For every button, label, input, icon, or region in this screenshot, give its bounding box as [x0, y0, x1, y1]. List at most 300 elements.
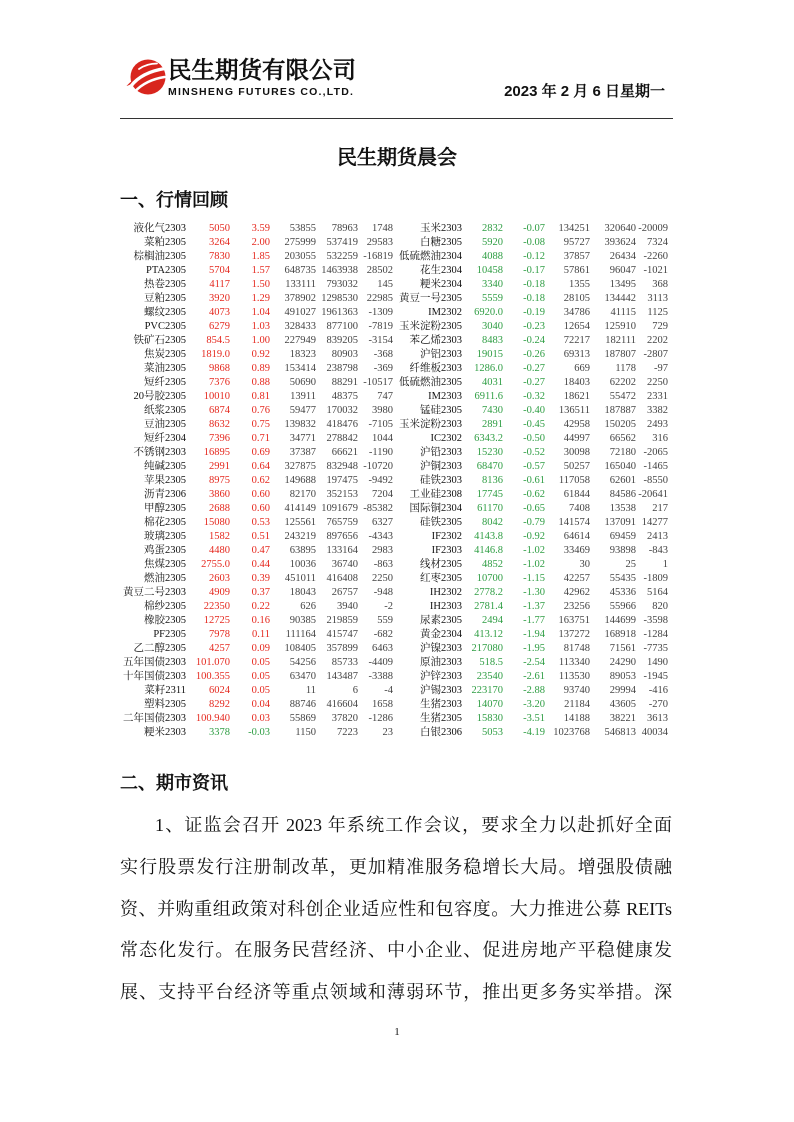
oi-change: -10517: [363, 377, 393, 388]
oi-change: -7819: [368, 321, 393, 332]
open-interest: 45336: [609, 587, 636, 598]
change-pct: 2.00: [251, 237, 270, 248]
open-interest: 26757: [331, 587, 358, 598]
contract-name: 沪铜2303: [420, 461, 462, 472]
last-price: 6920.0: [474, 307, 503, 318]
open-interest: 532259: [326, 251, 358, 262]
contract-name: 棉花2305: [144, 517, 186, 528]
contract-name: 液化气2303: [133, 223, 186, 234]
last-price: 2494: [482, 615, 503, 626]
last-price: 15080: [203, 517, 230, 528]
open-interest: 38221: [609, 713, 636, 724]
contract-name: PVC2305: [144, 321, 186, 332]
volume: 42958: [563, 419, 590, 430]
volume: 30098: [563, 447, 590, 458]
news-item-1: [120, 805, 672, 1014]
contract-name: PTA2305: [146, 265, 186, 276]
change-pct: 1.04: [251, 307, 270, 318]
change-pct: -0.50: [523, 433, 545, 444]
quote-row: [120, 418, 668, 432]
volume: 72217: [563, 335, 590, 346]
contract-name: 原油2303: [420, 657, 462, 668]
contract-name: 菜粕2305: [144, 237, 186, 248]
volume: 648735: [284, 265, 316, 276]
oi-change: 7324: [647, 237, 668, 248]
change-pct: 0.09: [251, 643, 270, 654]
last-price: 2688: [209, 503, 230, 514]
oi-change: 820: [652, 601, 668, 612]
volume: 93740: [563, 685, 590, 696]
oi-change: 1: [662, 559, 668, 570]
open-interest: 1961363: [321, 307, 358, 318]
open-interest: 765759: [326, 517, 358, 528]
volume: 134251: [558, 223, 590, 234]
open-interest: 6: [352, 685, 358, 696]
oi-change: -3154: [368, 335, 393, 346]
contract-name: 红枣2305: [420, 573, 462, 584]
open-interest: 7223: [337, 727, 358, 738]
volume: 1355: [569, 279, 590, 290]
quote-row: [120, 460, 668, 474]
contract-name: 燃油2305: [144, 573, 186, 584]
change-pct: -0.45: [523, 419, 545, 430]
volume: 34786: [563, 307, 590, 318]
contract-name: 20号胶2305: [133, 391, 186, 402]
contract-name: 粳米2304: [420, 279, 462, 290]
volume: 133111: [285, 279, 316, 290]
open-interest: 416408: [326, 573, 358, 584]
oi-change: 3613: [647, 713, 668, 724]
open-interest: 71561: [609, 643, 636, 654]
oi-change: 1748: [372, 223, 393, 234]
change-pct: 0.71: [251, 433, 270, 444]
report-date: 2023 年 2 月 6 日星期一: [504, 83, 665, 100]
news-text-line: 常态化发行。在服务民营经济、中小企业、促进房地产平稳健康发: [120, 940, 672, 961]
change-pct: 0.76: [251, 405, 270, 416]
quotes-table: [120, 222, 668, 740]
contract-name: 尿素2305: [420, 615, 462, 626]
contract-name: 菜油2305: [144, 363, 186, 374]
last-price: 5920: [482, 237, 503, 248]
open-interest: 89053: [609, 671, 636, 682]
volume: 37387: [289, 447, 316, 458]
quote-row: [120, 334, 668, 348]
contract-name: 白银2306: [420, 727, 462, 738]
oi-change: 3113: [647, 293, 668, 304]
volume: 669: [574, 363, 590, 374]
oi-change: -369: [373, 363, 393, 374]
change-pct: -0.40: [523, 405, 545, 416]
volume: 59477: [289, 405, 316, 416]
oi-change: -97: [654, 363, 668, 374]
last-price: 217080: [471, 643, 503, 654]
open-interest: 13495: [609, 279, 636, 290]
last-price: 4117: [209, 279, 230, 290]
change-pct: -1.02: [523, 545, 545, 556]
volume: 69313: [563, 349, 590, 360]
quote-row: [120, 628, 668, 642]
contract-name: 低硫燃油2304: [399, 251, 462, 262]
oi-change: 729: [652, 321, 668, 332]
minsheng-logo-icon: [126, 57, 166, 97]
contract-name: 五年国债2303: [123, 657, 186, 668]
open-interest: 93898: [609, 545, 636, 556]
news-text-line: 展、支持平台经济等重点领域和薄弱环节，推出更多务实举措。深: [120, 982, 672, 1002]
change-pct: -0.08: [523, 237, 545, 248]
last-price: 14070: [476, 699, 503, 710]
last-price: 15230: [476, 447, 503, 458]
quote-row: [120, 684, 668, 698]
change-pct: -1.77: [523, 615, 545, 626]
company-logo: [126, 56, 366, 102]
last-price: 101.070: [195, 657, 230, 668]
last-price: 4480: [209, 545, 230, 556]
change-pct: -0.12: [523, 251, 545, 262]
volume: 63470: [289, 671, 316, 682]
change-pct: -1.95: [523, 643, 545, 654]
news-text-line: 实行股票发行注册制改革，更加精准服务稳增长大局。增强股债融: [120, 856, 672, 877]
last-price: 61170: [477, 503, 503, 514]
open-interest: 134442: [604, 293, 636, 304]
last-price: 7430: [482, 405, 503, 416]
contract-name: 豆粕2305: [144, 293, 186, 304]
last-price: 2603: [209, 573, 230, 584]
change-pct: 1.29: [251, 293, 270, 304]
contract-name: 玉米淀粉2303: [399, 419, 462, 430]
open-interest: 66621: [331, 447, 358, 458]
change-pct: 0.04: [251, 699, 270, 710]
open-interest: 85733: [331, 657, 358, 668]
change-pct: 1.00: [251, 335, 270, 346]
quote-row: [120, 250, 668, 264]
contract-name: 塑料2305: [144, 699, 186, 710]
change-pct: -0.03: [248, 727, 270, 738]
contract-name: 橡胶2305: [144, 615, 186, 626]
volume: 451011: [284, 573, 316, 584]
contract-name: 沥青2306: [144, 489, 186, 500]
last-price: 2781.4: [474, 601, 503, 612]
oi-change: 2250: [372, 573, 393, 584]
contract-name: 生猪2305: [420, 713, 462, 724]
open-interest: 187807: [604, 349, 636, 360]
open-interest: 26434: [609, 251, 636, 262]
quote-row: [120, 236, 668, 250]
volume: 42257: [563, 573, 590, 584]
last-price: 9868: [209, 363, 230, 374]
quote-row: [120, 222, 668, 236]
open-interest: 537419: [326, 237, 358, 248]
open-interest: 41115: [610, 307, 636, 318]
open-interest: 839205: [326, 335, 358, 346]
change-pct: 0.16: [251, 615, 270, 626]
contract-name: 纤维板2303: [409, 363, 462, 374]
oi-change: 1490: [647, 657, 668, 668]
oi-change: 368: [652, 279, 668, 290]
open-interest: 165040: [604, 461, 636, 472]
change-pct: -0.27: [523, 377, 545, 388]
open-interest: 832948: [326, 461, 358, 472]
change-pct: -0.61: [523, 475, 545, 486]
last-price: 7376: [209, 377, 230, 388]
open-interest: 137091: [604, 517, 636, 528]
contract-name: 短纤2305: [144, 377, 186, 388]
contract-name: 线材2305: [420, 559, 462, 570]
oi-change: -682: [373, 629, 393, 640]
change-pct: 0.05: [251, 671, 270, 682]
volume: 11: [305, 685, 316, 696]
header-divider: [120, 118, 673, 119]
change-pct: -0.92: [523, 531, 545, 542]
contract-name: IF2302: [431, 531, 462, 542]
contract-name: 纯碱2305: [144, 461, 186, 472]
change-pct: 0.64: [251, 461, 270, 472]
last-price: 22350: [203, 601, 230, 612]
contract-name: 黄豆二号2303: [123, 587, 186, 598]
contract-name: PF2305: [153, 629, 186, 640]
oi-change: -1809: [643, 573, 668, 584]
contract-name: 生猪2303: [420, 699, 462, 710]
volume: 378902: [284, 293, 316, 304]
contract-name: 沪锡2303: [420, 685, 462, 696]
oi-change: -368: [373, 349, 393, 360]
quote-row: [120, 712, 668, 726]
last-price: 8632: [209, 419, 230, 430]
open-interest: 1178: [615, 363, 636, 374]
volume: 203055: [284, 251, 316, 262]
contract-name: 低硫燃油2305: [399, 377, 462, 388]
last-price: 518.5: [479, 657, 503, 668]
last-price: 4031: [482, 377, 503, 388]
volume: 18323: [289, 349, 316, 360]
open-interest: 66562: [609, 433, 636, 444]
last-price: 100.940: [195, 713, 230, 724]
open-interest: 1091679: [321, 503, 358, 514]
oi-change: 28502: [366, 265, 393, 276]
change-pct: -1.94: [523, 629, 545, 640]
last-price: 7830: [209, 251, 230, 262]
change-pct: -4.19: [523, 727, 545, 738]
contract-name: 玻璃2305: [144, 531, 186, 542]
page-number: 1: [394, 1026, 400, 1038]
volume: 53855: [289, 223, 316, 234]
volume: 227949: [284, 335, 316, 346]
change-pct: -1.37: [523, 601, 545, 612]
oi-change: 14277: [641, 517, 668, 528]
contract-name: 沪铅2303: [420, 447, 462, 458]
volume: 28105: [563, 293, 590, 304]
open-interest: 55435: [609, 573, 636, 584]
open-interest: 55966: [609, 601, 636, 612]
contract-name: 豆油2305: [144, 419, 186, 430]
last-price: 2778.2: [474, 587, 503, 598]
change-pct: 0.44: [251, 559, 270, 570]
quote-row: [120, 376, 668, 390]
oi-change: -10720: [363, 461, 393, 472]
last-price: 2891: [482, 419, 503, 430]
open-interest: 416604: [326, 699, 358, 710]
change-pct: 0.81: [251, 391, 270, 402]
last-price: 3378: [209, 727, 230, 738]
volume: 50690: [289, 377, 316, 388]
volume: 18043: [289, 587, 316, 598]
contract-name: 热卷2305: [144, 279, 186, 290]
quote-row: [120, 530, 668, 544]
contract-name: 菜籽2311: [144, 685, 186, 696]
change-pct: -0.23: [523, 321, 545, 332]
open-interest: 278842: [326, 433, 358, 444]
open-interest: 168918: [604, 629, 636, 640]
change-pct: -0.19: [523, 307, 545, 318]
contract-name: 硅铁2303: [420, 475, 462, 486]
oi-change: 145: [377, 279, 393, 290]
open-interest: 29994: [609, 685, 636, 696]
change-pct: -1.30: [523, 587, 545, 598]
volume: 141574: [558, 517, 590, 528]
open-interest: 133164: [326, 545, 358, 556]
change-pct: -0.07: [523, 223, 545, 234]
oi-change: -1309: [368, 307, 393, 318]
oi-change: 2493: [647, 419, 668, 430]
last-price: 100.355: [195, 671, 230, 682]
change-pct: 1.85: [251, 251, 270, 262]
oi-change: -2: [384, 601, 393, 612]
volume: 626: [300, 601, 316, 612]
last-price: 16895: [203, 447, 230, 458]
open-interest: 320640: [604, 223, 636, 234]
contract-name: 苹果2305: [144, 475, 186, 486]
oi-change: 2413: [647, 531, 668, 542]
volume: 42962: [563, 587, 590, 598]
contract-name: 锰硅2305: [420, 405, 462, 416]
last-price: 1286.0: [474, 363, 503, 374]
open-interest: 96047: [609, 265, 636, 276]
volume: 57861: [563, 265, 590, 276]
open-interest: 897656: [326, 531, 358, 542]
last-price: 3264: [209, 237, 230, 248]
contract-name: 沪铝2303: [420, 349, 462, 360]
oi-change: 3980: [372, 405, 393, 416]
volume: 153414: [284, 363, 316, 374]
contract-name: 玉米淀粉2305: [399, 321, 462, 332]
quote-row: [120, 278, 668, 292]
volume: 243219: [284, 531, 316, 542]
change-pct: 0.89: [251, 363, 270, 374]
quote-row: [120, 502, 668, 516]
open-interest: 793032: [326, 279, 358, 290]
contract-name: 沪锌2303: [420, 671, 462, 682]
quote-row: [120, 726, 668, 740]
change-pct: 0.05: [251, 657, 270, 668]
oi-change: 316: [652, 433, 668, 444]
open-interest: 25: [625, 559, 636, 570]
contract-name: IM2302: [428, 307, 462, 318]
contract-name: 十年国债2303: [123, 671, 186, 682]
volume: 117058: [558, 475, 590, 486]
oi-change: 747: [377, 391, 393, 402]
contract-name: 国际铜2304: [409, 503, 462, 514]
oi-change: 6463: [372, 643, 393, 654]
last-price: 7978: [209, 629, 230, 640]
contract-name: IH2303: [429, 601, 462, 612]
volume: 37857: [563, 251, 590, 262]
last-price: 19015: [476, 349, 503, 360]
oi-change: -85382: [363, 503, 393, 514]
open-interest: 187887: [604, 405, 636, 416]
volume: 1023768: [553, 727, 590, 738]
last-price: 6911.6: [474, 391, 503, 402]
volume: 327875: [284, 461, 316, 472]
volume: 491027: [284, 307, 316, 318]
change-pct: 3.59: [251, 223, 270, 234]
change-pct: 0.39: [251, 573, 270, 584]
open-interest: 48375: [331, 391, 358, 402]
contract-name: 玉米2303: [420, 223, 462, 234]
section-heading-news: 二、期市资讯: [120, 773, 228, 794]
volume: 1150: [295, 727, 316, 738]
oi-change: -3388: [368, 671, 393, 682]
last-price: 4143.8: [474, 531, 503, 542]
open-interest: 238798: [326, 363, 358, 374]
volume: 50257: [563, 461, 590, 472]
contract-name: 焦炭2305: [144, 349, 186, 360]
volume: 18621: [563, 391, 590, 402]
oi-change: -1465: [643, 461, 668, 472]
contract-name: 铁矿石2305: [133, 335, 186, 346]
open-interest: 1463938: [321, 265, 358, 276]
quote-row: [120, 488, 668, 502]
change-pct: -2.61: [523, 671, 545, 682]
quote-row: [120, 614, 668, 628]
contract-name: 沪镍2303: [420, 643, 462, 654]
open-interest: 84586: [609, 489, 636, 500]
volume: 12654: [563, 321, 590, 332]
contract-name: 黄豆一号2305: [399, 293, 462, 304]
quote-row: [120, 586, 668, 600]
change-pct: -0.57: [523, 461, 545, 472]
last-price: 854.5: [206, 335, 230, 346]
volume: 136511: [558, 405, 590, 416]
change-pct: 0.88: [251, 377, 270, 388]
quote-row: [120, 320, 668, 334]
volume: 90385: [289, 615, 316, 626]
quote-row: [120, 600, 668, 614]
section-heading-market-review: 一、行情回顾: [120, 190, 228, 211]
last-price: 15830: [476, 713, 503, 724]
oi-change: -7735: [643, 643, 668, 654]
last-price: 413.12: [474, 629, 503, 640]
volume: 34771: [289, 433, 316, 444]
last-price: 7396: [209, 433, 230, 444]
change-pct: -0.26: [523, 349, 545, 360]
open-interest: 357899: [326, 643, 358, 654]
change-pct: 0.62: [251, 475, 270, 486]
last-price: 4852: [482, 559, 503, 570]
open-interest: 150205: [604, 419, 636, 430]
oi-change: 2202: [647, 335, 668, 346]
change-pct: -0.79: [523, 517, 545, 528]
open-interest: 546813: [604, 727, 636, 738]
quote-row: [120, 698, 668, 712]
change-pct: 0.69: [251, 447, 270, 458]
last-price: 3920: [209, 293, 230, 304]
oi-change: -16819: [363, 251, 393, 262]
oi-change: 1044: [372, 433, 393, 444]
open-interest: 415747: [326, 629, 358, 640]
last-price: 3040: [482, 321, 503, 332]
quote-row: [120, 348, 668, 362]
open-interest: 144699: [604, 615, 636, 626]
last-price: 6024: [209, 685, 230, 696]
